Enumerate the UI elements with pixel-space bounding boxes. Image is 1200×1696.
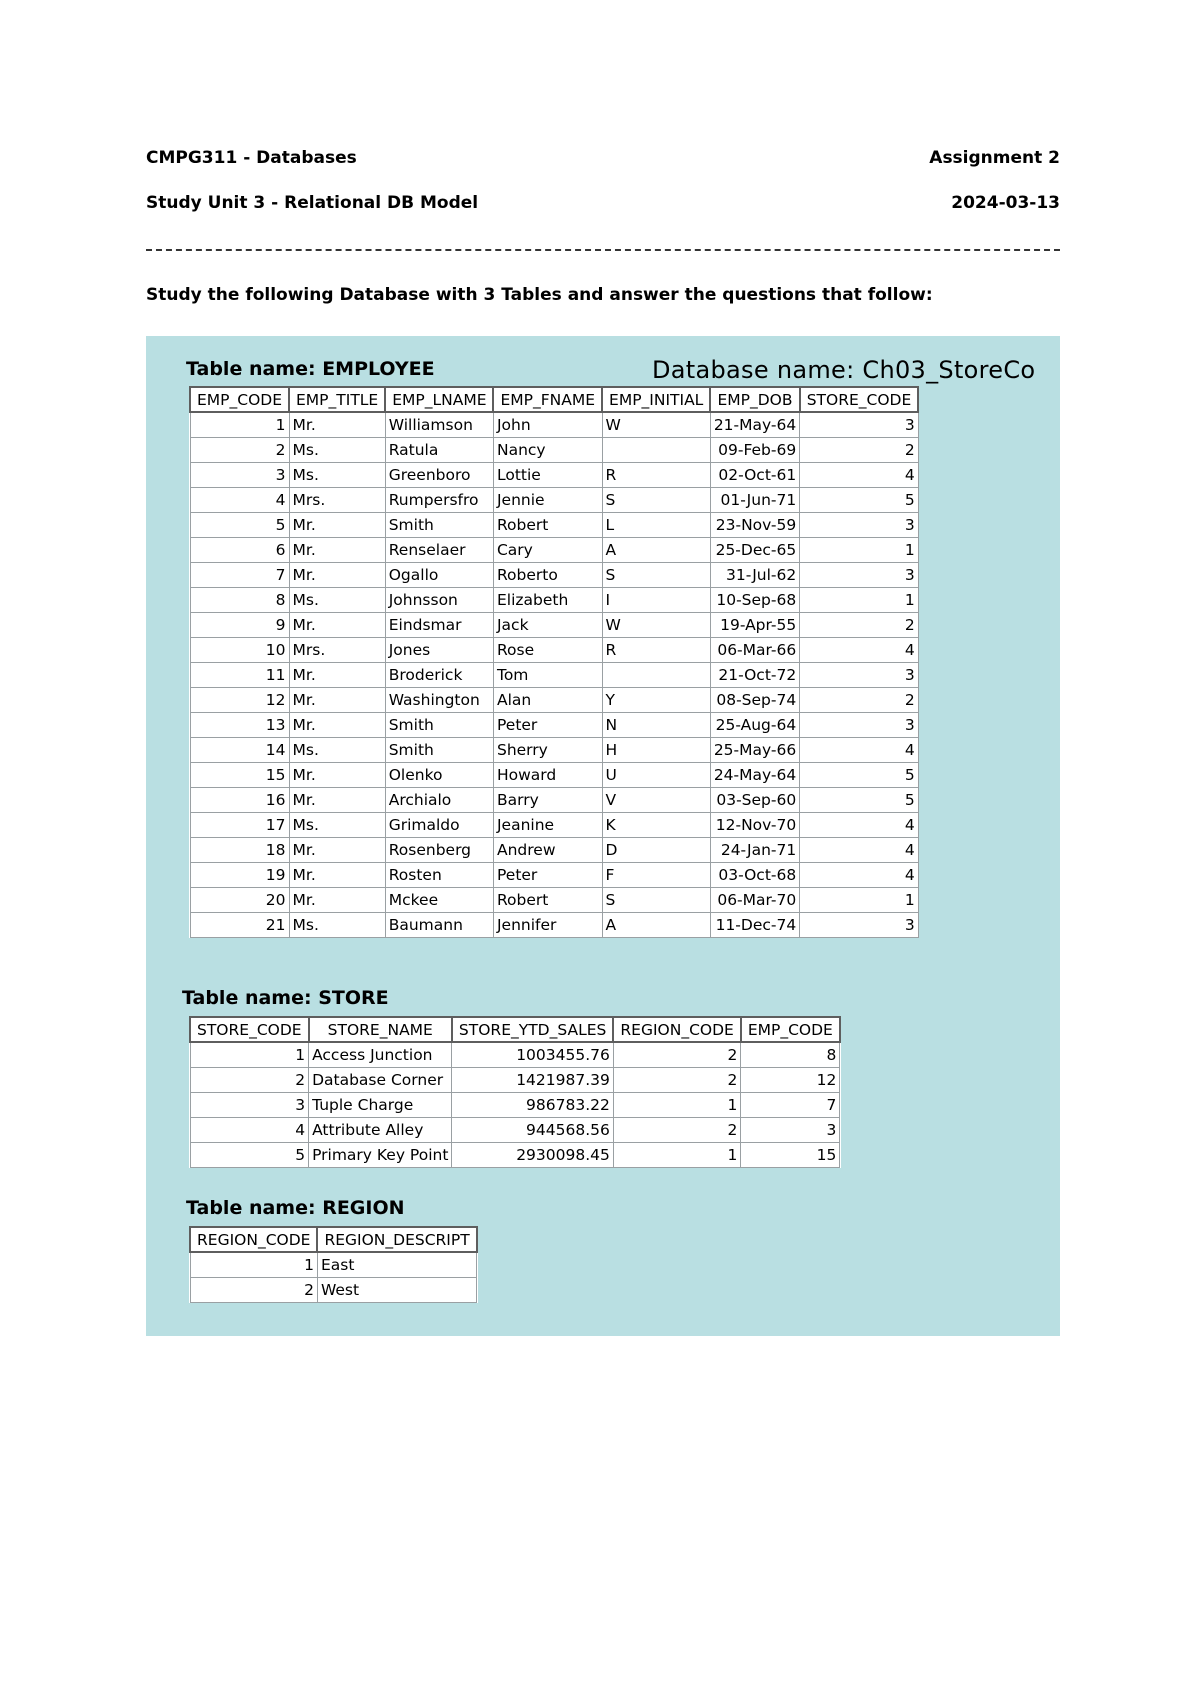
table-cell: East: [317, 1252, 476, 1278]
document-date: 2024-03-13: [951, 193, 1060, 213]
table-cell: Andrew: [493, 838, 602, 863]
table-cell: A: [602, 538, 710, 563]
table-cell: 1: [190, 1252, 317, 1278]
table-cell: 4: [800, 638, 919, 663]
table-cell: S: [602, 488, 710, 513]
column-header-emp-code: EMP_CODE: [190, 387, 289, 412]
table-cell: 02-Oct-61: [710, 463, 799, 488]
table-cell: 16: [190, 788, 289, 813]
table-row: [190, 813, 918, 838]
table-cell: 23-Nov-59: [710, 513, 799, 538]
table-cell: 12-Nov-70: [710, 813, 799, 838]
column-header-store-ytd-sales: STORE_YTD_SALES: [452, 1017, 613, 1042]
employee-table-title: Table name: EMPLOYEE: [186, 358, 435, 380]
table-cell: 06-Mar-66: [710, 638, 799, 663]
table-cell: S: [602, 888, 710, 913]
table-cell: Archialo: [385, 788, 493, 813]
table-cell: Robert: [493, 513, 602, 538]
table-cell: Jack: [493, 613, 602, 638]
table-row: [190, 763, 918, 788]
table-cell: Ms.: [289, 463, 385, 488]
table-cell: 9: [190, 613, 289, 638]
table-row: [190, 738, 918, 763]
table-cell: 3: [800, 563, 919, 588]
table-header-row: [190, 387, 918, 412]
table-cell: Peter: [493, 713, 602, 738]
table-row: [190, 663, 918, 688]
table-row: [190, 513, 918, 538]
table-row: [190, 838, 918, 863]
database-name: Database name: Ch03_StoreCo: [652, 356, 1036, 384]
table-cell: 03-Oct-68: [710, 863, 799, 888]
table-cell: Elizabeth: [493, 588, 602, 613]
store-table-title: Table name: STORE: [182, 987, 389, 1009]
column-header-emp-lname: EMP_LNAME: [385, 387, 493, 412]
column-header-emp-title: EMP_TITLE: [289, 387, 385, 412]
table-cell: 1: [613, 1093, 740, 1118]
table-cell: 3: [800, 913, 919, 938]
table-cell: 11-Dec-74: [710, 913, 799, 938]
table-cell: Mrs.: [289, 638, 385, 663]
table-row: [190, 1278, 477, 1303]
table-cell: Ogallo: [385, 563, 493, 588]
table-cell: Mr.: [289, 688, 385, 713]
table-cell: 17: [190, 813, 289, 838]
table-cell: 1: [800, 888, 919, 913]
table-header-row: [190, 1017, 840, 1042]
table-cell: Washington: [385, 688, 493, 713]
table-row: [190, 463, 918, 488]
column-header-region-code: REGION_CODE: [613, 1017, 740, 1042]
table-cell: Mr.: [289, 663, 385, 688]
table-cell: West: [317, 1278, 476, 1303]
table-cell: R: [602, 463, 710, 488]
table-cell: Rosten: [385, 863, 493, 888]
table-cell: 11: [190, 663, 289, 688]
table-cell: Smith: [385, 738, 493, 763]
database-figure: [146, 336, 1060, 1336]
table-cell: 10: [190, 638, 289, 663]
table-cell: Rosenberg: [385, 838, 493, 863]
table-cell: Lottie: [493, 463, 602, 488]
column-header-region-descript: REGION_DESCRIPT: [317, 1227, 476, 1252]
table-row: [190, 538, 918, 563]
table-cell: 19-Apr-55: [710, 613, 799, 638]
table-cell: Y: [602, 688, 710, 713]
table-cell: 4: [800, 863, 919, 888]
table-row: [190, 488, 918, 513]
table-cell: 4: [190, 1118, 309, 1143]
table-cell: 7: [741, 1093, 840, 1118]
table-cell: 24-May-64: [710, 763, 799, 788]
table-cell: 7: [190, 563, 289, 588]
table-cell: 986783.22: [452, 1093, 613, 1118]
table-cell: F: [602, 863, 710, 888]
table-cell: 3: [190, 463, 289, 488]
table-cell: [602, 663, 710, 688]
table-cell: 18: [190, 838, 289, 863]
table-cell: Broderick: [385, 663, 493, 688]
table-cell: Ms.: [289, 438, 385, 463]
table-cell: Mr.: [289, 412, 385, 438]
table-cell: Smith: [385, 713, 493, 738]
table-cell: Attribute Alley: [309, 1118, 452, 1143]
table-row: [190, 688, 918, 713]
table-row: [190, 1143, 840, 1168]
study-unit-title: Study Unit 3 - Relational DB Model: [146, 193, 479, 213]
table-cell: Ms.: [289, 913, 385, 938]
table-cell: 4: [800, 463, 919, 488]
table-cell: Olenko: [385, 763, 493, 788]
table-cell: 3: [741, 1118, 840, 1143]
table-cell: Ms.: [289, 588, 385, 613]
table-cell: 21: [190, 913, 289, 938]
table-cell: Mr.: [289, 888, 385, 913]
table-cell: A: [602, 913, 710, 938]
table-cell: 3: [800, 663, 919, 688]
table-cell: 8: [741, 1042, 840, 1068]
region-table: [189, 1226, 478, 1303]
table-cell: Roberto: [493, 563, 602, 588]
column-header-store-name: STORE_NAME: [309, 1017, 452, 1042]
table-cell: W: [602, 412, 710, 438]
table-cell: 4: [800, 813, 919, 838]
table-cell: Smith: [385, 513, 493, 538]
table-cell: Tuple Charge: [309, 1093, 452, 1118]
table-row: [190, 913, 918, 938]
table-cell: Peter: [493, 863, 602, 888]
table-cell: 06-Mar-70: [710, 888, 799, 913]
table-cell: N: [602, 713, 710, 738]
table-cell: Mr.: [289, 838, 385, 863]
assignment-label: Assignment 2: [929, 148, 1060, 168]
table-cell: R: [602, 638, 710, 663]
table-cell: Jennie: [493, 488, 602, 513]
table-row: [190, 438, 918, 463]
table-cell: 2: [800, 688, 919, 713]
table-row: [190, 613, 918, 638]
table-cell: 944568.56: [452, 1118, 613, 1143]
table-cell: 25-Aug-64: [710, 713, 799, 738]
table-cell: 03-Sep-60: [710, 788, 799, 813]
table-cell: 4: [800, 738, 919, 763]
table-cell: 3: [800, 412, 919, 438]
table-row: [190, 638, 918, 663]
table-cell: Mr.: [289, 538, 385, 563]
table-cell: [602, 438, 710, 463]
table-cell: 20: [190, 888, 289, 913]
table-cell: Mr.: [289, 788, 385, 813]
table-cell: 3: [190, 1093, 309, 1118]
table-cell: Mckee: [385, 888, 493, 913]
table-cell: Eindsmar: [385, 613, 493, 638]
table-cell: 5: [800, 488, 919, 513]
table-row: [190, 788, 918, 813]
store-table: [189, 1016, 841, 1168]
table-cell: Johnsson: [385, 588, 493, 613]
table-row: [190, 1042, 840, 1068]
column-header-store-code: STORE_CODE: [800, 387, 919, 412]
table-cell: 12: [741, 1068, 840, 1093]
table-cell: I: [602, 588, 710, 613]
table-cell: 12: [190, 688, 289, 713]
column-header-store-code: STORE_CODE: [190, 1017, 309, 1042]
table-row: [190, 563, 918, 588]
table-cell: Mr.: [289, 863, 385, 888]
table-cell: Database Corner: [309, 1068, 452, 1093]
table-header-row: [190, 1227, 477, 1252]
table-row: [190, 1068, 840, 1093]
table-cell: V: [602, 788, 710, 813]
table-cell: 4: [800, 838, 919, 863]
table-cell: 1: [190, 412, 289, 438]
table-cell: Mr.: [289, 713, 385, 738]
table-cell: L: [602, 513, 710, 538]
table-cell: 2: [613, 1042, 740, 1068]
table-row: [190, 588, 918, 613]
table-cell: 14: [190, 738, 289, 763]
table-cell: Barry: [493, 788, 602, 813]
table-cell: 25-May-66: [710, 738, 799, 763]
table-cell: Access Junction: [309, 1042, 452, 1068]
table-cell: 2: [613, 1068, 740, 1093]
table-row: [190, 713, 918, 738]
instruction-text: Study the following Database with 3 Tables and answer the questions that follow:: [146, 285, 933, 305]
table-cell: 1: [800, 588, 919, 613]
table-row: [190, 412, 918, 438]
table-cell: Sherry: [493, 738, 602, 763]
table-cell: 09-Feb-69: [710, 438, 799, 463]
table-cell: Jennifer: [493, 913, 602, 938]
table-row: [190, 888, 918, 913]
table-cell: 5: [190, 1143, 309, 1168]
table-cell: 21-Oct-72: [710, 663, 799, 688]
table-cell: W: [602, 613, 710, 638]
table-cell: Rose: [493, 638, 602, 663]
table-cell: 15: [741, 1143, 840, 1168]
table-row: [190, 1252, 477, 1278]
table-cell: 6: [190, 538, 289, 563]
table-cell: 1: [613, 1143, 740, 1168]
table-cell: 1: [800, 538, 919, 563]
table-cell: Jeanine: [493, 813, 602, 838]
table-cell: H: [602, 738, 710, 763]
table-cell: Cary: [493, 538, 602, 563]
table-cell: Mr.: [289, 563, 385, 588]
table-cell: 2: [190, 438, 289, 463]
table-cell: Williamson: [385, 412, 493, 438]
table-cell: U: [602, 763, 710, 788]
table-row: [190, 1118, 840, 1143]
table-cell: 1: [190, 1042, 309, 1068]
table-cell: Ms.: [289, 813, 385, 838]
table-cell: Robert: [493, 888, 602, 913]
table-cell: 10-Sep-68: [710, 588, 799, 613]
table-cell: Mr.: [289, 763, 385, 788]
table-cell: 2930098.45: [452, 1143, 613, 1168]
table-cell: Greenboro: [385, 463, 493, 488]
table-cell: Baumann: [385, 913, 493, 938]
column-header-emp-fname: EMP_FNAME: [493, 387, 602, 412]
table-cell: Mr.: [289, 613, 385, 638]
table-cell: Alan: [493, 688, 602, 713]
table-cell: 2: [613, 1118, 740, 1143]
table-cell: Nancy: [493, 438, 602, 463]
table-cell: Mrs.: [289, 488, 385, 513]
table-cell: 2: [800, 613, 919, 638]
table-cell: Ratula: [385, 438, 493, 463]
course-title: CMPG311 - Databases: [146, 148, 357, 168]
column-header-emp-initial: EMP_INITIAL: [602, 387, 710, 412]
table-cell: John: [493, 412, 602, 438]
table-cell: 1003455.76: [452, 1042, 613, 1068]
table-row: [190, 1093, 840, 1118]
table-cell: D: [602, 838, 710, 863]
column-header-emp-code: EMP_CODE: [741, 1017, 840, 1042]
table-cell: Jones: [385, 638, 493, 663]
table-cell: 08-Sep-74: [710, 688, 799, 713]
table-cell: Grimaldo: [385, 813, 493, 838]
table-cell: 19: [190, 863, 289, 888]
table-cell: Primary Key Point: [309, 1143, 452, 1168]
table-cell: 25-Dec-65: [710, 538, 799, 563]
table-cell: 4: [190, 488, 289, 513]
table-row: [190, 863, 918, 888]
table-cell: 1421987.39: [452, 1068, 613, 1093]
table-cell: Rumpersfro: [385, 488, 493, 513]
table-cell: 21-May-64: [710, 412, 799, 438]
table-cell: 24-Jan-71: [710, 838, 799, 863]
table-cell: 8: [190, 588, 289, 613]
table-cell: 01-Jun-71: [710, 488, 799, 513]
table-cell: 2: [190, 1278, 317, 1303]
table-cell: Renselaer: [385, 538, 493, 563]
table-cell: S: [602, 563, 710, 588]
column-header-emp-dob: EMP_DOB: [710, 387, 799, 412]
table-cell: Ms.: [289, 738, 385, 763]
column-header-region-code: REGION_CODE: [190, 1227, 317, 1252]
table-cell: 3: [800, 713, 919, 738]
table-cell: Tom: [493, 663, 602, 688]
table-cell: 5: [190, 513, 289, 538]
header-line-1: [146, 148, 1060, 168]
table-cell: Mr.: [289, 513, 385, 538]
table-cell: K: [602, 813, 710, 838]
table-cell: 31-Jul-62: [710, 563, 799, 588]
table-cell: 5: [800, 763, 919, 788]
table-cell: 13: [190, 713, 289, 738]
dashed-divider: [146, 249, 1060, 251]
table-cell: 2: [800, 438, 919, 463]
table-cell: 15: [190, 763, 289, 788]
header-line-2: [146, 193, 1060, 213]
table-cell: 3: [800, 513, 919, 538]
table-cell: 5: [800, 788, 919, 813]
employee-table: [189, 386, 919, 938]
table-cell: Howard: [493, 763, 602, 788]
table-cell: 2: [190, 1068, 309, 1093]
region-table-title: Table name: REGION: [186, 1197, 405, 1219]
